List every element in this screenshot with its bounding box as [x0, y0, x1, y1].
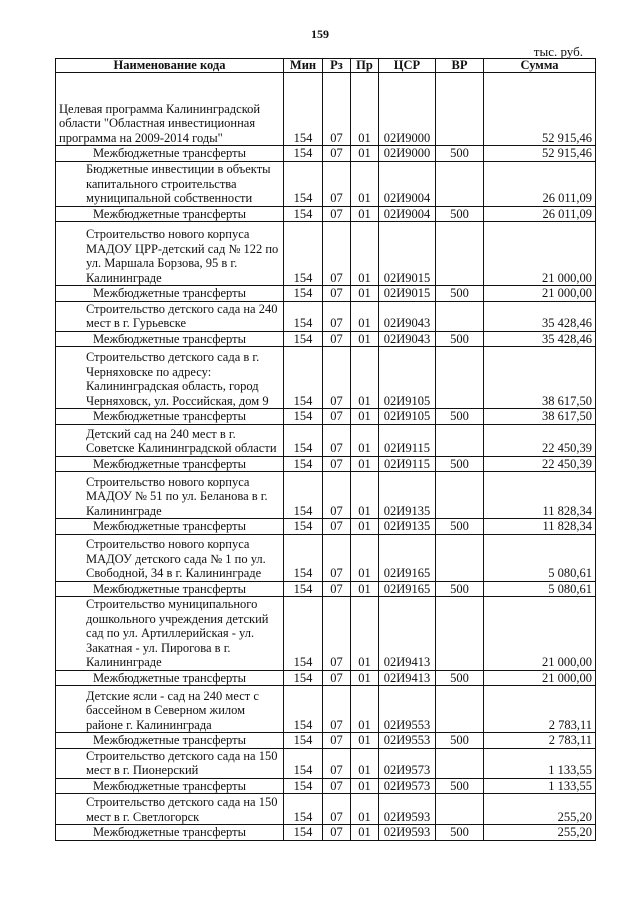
header-sum: Сумма	[484, 59, 596, 73]
cell-sum: 22 450,39	[484, 456, 596, 472]
cell-csr: 02И9004	[379, 206, 436, 222]
cell-rz: 07	[323, 748, 351, 778]
cell-sum: 255,20	[484, 825, 596, 841]
cell-min: 154	[284, 347, 323, 409]
cell-sum: 11 828,34	[484, 472, 596, 519]
cell-name: Детский сад на 240 мест в г. Советске Калининградской области	[56, 424, 284, 456]
cell-min: 154	[284, 409, 323, 425]
cell-min: 154	[284, 519, 323, 535]
cell-min: 154	[284, 286, 323, 302]
cell-rz: 07	[323, 161, 351, 206]
cell-vr: 500	[436, 519, 484, 535]
cell-name: Межбюджетные трансферты	[56, 670, 284, 686]
cell-sum: 5 080,61	[484, 581, 596, 597]
cell-pr: 01	[351, 73, 379, 146]
cell-rz: 07	[323, 733, 351, 749]
table-row	[56, 456, 596, 472]
cell-rz: 07	[323, 73, 351, 146]
cell-rz: 07	[323, 347, 351, 409]
cell-min: 154	[284, 424, 323, 456]
cell-vr: 500	[436, 456, 484, 472]
cell-vr	[436, 794, 484, 825]
cell-sum: 11 828,34	[484, 519, 596, 535]
cell-name: Межбюджетные трансферты	[56, 206, 284, 222]
cell-vr	[436, 222, 484, 286]
cell-csr: 02И9553	[379, 733, 436, 749]
table-row	[56, 409, 596, 425]
cell-pr: 01	[351, 456, 379, 472]
cell-pr: 01	[351, 161, 379, 206]
header-csr: ЦСР	[379, 59, 436, 73]
cell-min: 154	[284, 686, 323, 733]
cell-csr: 02И9593	[379, 825, 436, 841]
cell-sum: 21 000,00	[484, 222, 596, 286]
header-vr: ВР	[436, 59, 484, 73]
cell-csr: 02И9165	[379, 534, 436, 581]
table-row	[56, 331, 596, 347]
table-row	[56, 778, 596, 794]
cell-vr	[436, 424, 484, 456]
cell-rz: 07	[323, 301, 351, 331]
cell-rz: 07	[323, 597, 351, 671]
cell-pr: 01	[351, 472, 379, 519]
cell-csr: 02И9000	[379, 146, 436, 162]
cell-vr	[436, 686, 484, 733]
cell-sum: 2 783,11	[484, 733, 596, 749]
cell-min: 154	[284, 825, 323, 841]
cell-min: 154	[284, 331, 323, 347]
cell-pr: 01	[351, 733, 379, 749]
cell-sum: 35 428,46	[484, 301, 596, 331]
table-row	[56, 206, 596, 222]
cell-sum: 1 133,55	[484, 748, 596, 778]
cell-sum: 21 000,00	[484, 670, 596, 686]
cell-csr: 02И9004	[379, 161, 436, 206]
cell-sum: 35 428,46	[484, 331, 596, 347]
cell-vr: 500	[436, 286, 484, 302]
cell-rz: 07	[323, 222, 351, 286]
table-row	[56, 222, 596, 286]
cell-vr: 500	[436, 778, 484, 794]
cell-sum: 255,20	[484, 794, 596, 825]
cell-csr: 02И9573	[379, 748, 436, 778]
cell-pr: 01	[351, 686, 379, 733]
cell-sum: 22 450,39	[484, 424, 596, 456]
cell-sum: 38 617,50	[484, 409, 596, 425]
table-row	[56, 347, 596, 409]
cell-rz: 07	[323, 206, 351, 222]
cell-name: Строительство нового корпуса МАДОУ детского сада № 1 по ул. Свободной, 34 в г. Калининграде	[56, 534, 284, 581]
cell-min: 154	[284, 301, 323, 331]
cell-name: Межбюджетные трансферты	[56, 409, 284, 425]
cell-name: Целевая программа Калининградской области "Областная инвестиционная программа на 2009-2014 годы"	[56, 73, 284, 146]
cell-min: 154	[284, 472, 323, 519]
table-header-row	[56, 59, 596, 73]
cell-csr: 02И9165	[379, 581, 436, 597]
cell-csr: 02И9115	[379, 424, 436, 456]
cell-rz: 07	[323, 825, 351, 841]
cell-csr: 02И9105	[379, 347, 436, 409]
cell-pr: 01	[351, 670, 379, 686]
cell-name: Межбюджетные трансферты	[56, 778, 284, 794]
cell-vr	[436, 161, 484, 206]
cell-rz: 07	[323, 472, 351, 519]
cell-csr: 02И9043	[379, 301, 436, 331]
cell-sum: 21 000,00	[484, 286, 596, 302]
cell-pr: 01	[351, 581, 379, 597]
cell-rz: 07	[323, 686, 351, 733]
cell-pr: 01	[351, 597, 379, 671]
header-min: Мин	[284, 59, 323, 73]
cell-name: Строительство муниципального дошкольного учреждения детский сад по ул. Артиллерийская - ул. Закатная - ул. Пирогова в г. Калининграде	[56, 597, 284, 671]
cell-csr: 02И9115	[379, 456, 436, 472]
cell-min: 154	[284, 222, 323, 286]
cell-vr	[436, 534, 484, 581]
cell-name: Межбюджетные трансферты	[56, 581, 284, 597]
header-rz: Рз	[323, 59, 351, 73]
cell-min: 154	[284, 778, 323, 794]
cell-csr: 02И9573	[379, 778, 436, 794]
cell-csr: 02И9553	[379, 686, 436, 733]
table-body	[56, 73, 596, 841]
cell-name: Строительство детского сада в г. Черняховске по адресу: Калининградская область, город Черняховск, ул. Российская, дом 9	[56, 347, 284, 409]
cell-pr: 01	[351, 424, 379, 456]
cell-vr	[436, 748, 484, 778]
cell-csr: 02И9135	[379, 519, 436, 535]
cell-name: Межбюджетные трансферты	[56, 733, 284, 749]
cell-name: Межбюджетные трансферты	[56, 519, 284, 535]
cell-csr: 02И9015	[379, 286, 436, 302]
cell-csr: 02И9593	[379, 794, 436, 825]
table-row	[56, 670, 596, 686]
cell-min: 154	[284, 733, 323, 749]
cell-csr: 02И9043	[379, 331, 436, 347]
table-row	[56, 825, 596, 841]
table-row	[56, 748, 596, 778]
cell-name: Строительство детского сада на 150 мест в г. Светлогорск	[56, 794, 284, 825]
cell-vr: 500	[436, 581, 484, 597]
table-row	[56, 73, 596, 146]
cell-name: Строительство нового корпуса МАДОУ ЦРР-детский сад № 122 по ул. Маршала Борзова, 95 в г. Калининграде	[56, 222, 284, 286]
cell-rz: 07	[323, 424, 351, 456]
table-row	[56, 581, 596, 597]
cell-vr	[436, 347, 484, 409]
cell-pr: 01	[351, 286, 379, 302]
cell-csr: 02И9135	[379, 472, 436, 519]
cell-min: 154	[284, 534, 323, 581]
cell-pr: 01	[351, 146, 379, 162]
cell-pr: 01	[351, 778, 379, 794]
cell-min: 154	[284, 161, 323, 206]
table-row	[56, 146, 596, 162]
cell-pr: 01	[351, 347, 379, 409]
cell-min: 154	[284, 597, 323, 671]
table-row	[56, 534, 596, 581]
cell-sum: 5 080,61	[484, 534, 596, 581]
cell-min: 154	[284, 146, 323, 162]
cell-vr: 500	[436, 331, 484, 347]
cell-csr: 02И9413	[379, 670, 436, 686]
cell-rz: 07	[323, 519, 351, 535]
cell-sum: 1 133,55	[484, 778, 596, 794]
cell-vr: 500	[436, 733, 484, 749]
cell-rz: 07	[323, 331, 351, 347]
header-name: Наименование кода	[56, 59, 284, 73]
cell-sum: 52 915,46	[484, 146, 596, 162]
table-row	[56, 733, 596, 749]
cell-vr	[436, 301, 484, 331]
cell-pr: 01	[351, 409, 379, 425]
cell-vr: 500	[436, 825, 484, 841]
cell-vr	[436, 472, 484, 519]
cell-min: 154	[284, 670, 323, 686]
cell-vr	[436, 73, 484, 146]
table-row	[56, 597, 596, 671]
cell-pr: 01	[351, 331, 379, 347]
cell-csr: 02И9015	[379, 222, 436, 286]
table-row	[56, 794, 596, 825]
cell-vr: 500	[436, 206, 484, 222]
cell-name: Межбюджетные трансферты	[56, 146, 284, 162]
cell-rz: 07	[323, 670, 351, 686]
cell-pr: 01	[351, 222, 379, 286]
cell-vr: 500	[436, 409, 484, 425]
cell-name: Строительство детского сада на 240 мест в г. Гурьевске	[56, 301, 284, 331]
cell-name: Межбюджетные трансферты	[56, 456, 284, 472]
cell-csr: 02И9413	[379, 597, 436, 671]
header-pr: Пр	[351, 59, 379, 73]
cell-sum: 2 783,11	[484, 686, 596, 733]
cell-pr: 01	[351, 534, 379, 581]
units-label: тыс. руб.	[533, 44, 583, 59]
table-row	[56, 286, 596, 302]
cell-pr: 01	[351, 206, 379, 222]
budget-table	[55, 58, 596, 841]
cell-vr: 500	[436, 670, 484, 686]
cell-rz: 07	[323, 534, 351, 581]
table-row	[56, 161, 596, 206]
table-row	[56, 686, 596, 733]
cell-name: Межбюджетные трансферты	[56, 825, 284, 841]
cell-rz: 07	[323, 146, 351, 162]
cell-min: 154	[284, 794, 323, 825]
cell-name: Межбюджетные трансферты	[56, 286, 284, 302]
table-row	[56, 424, 596, 456]
cell-min: 154	[284, 456, 323, 472]
cell-rz: 07	[323, 778, 351, 794]
cell-min: 154	[284, 748, 323, 778]
cell-name: Межбюджетные трансферты	[56, 331, 284, 347]
table-row	[56, 472, 596, 519]
cell-sum: 38 617,50	[484, 347, 596, 409]
cell-sum: 52 915,46	[484, 73, 596, 146]
cell-sum: 26 011,09	[484, 206, 596, 222]
cell-vr: 500	[436, 146, 484, 162]
cell-min: 154	[284, 206, 323, 222]
cell-rz: 07	[323, 794, 351, 825]
cell-pr: 01	[351, 301, 379, 331]
cell-rz: 07	[323, 456, 351, 472]
cell-min: 154	[284, 581, 323, 597]
table-row	[56, 519, 596, 535]
cell-sum: 26 011,09	[484, 161, 596, 206]
cell-pr: 01	[351, 825, 379, 841]
cell-sum: 21 000,00	[484, 597, 596, 671]
cell-pr: 01	[351, 748, 379, 778]
cell-vr	[436, 597, 484, 671]
cell-min: 154	[284, 73, 323, 146]
cell-name: Бюджетные инвестиции в объекты капитального строительства муниципальной собственности	[56, 161, 284, 206]
cell-name: Строительство детского сада на 150 мест в г. Пионерский	[56, 748, 284, 778]
cell-rz: 07	[323, 286, 351, 302]
cell-name: Строительство нового корпуса МАДОУ № 51 по ул. Беланова в г. Калининграде	[56, 472, 284, 519]
cell-csr: 02И9105	[379, 409, 436, 425]
cell-pr: 01	[351, 794, 379, 825]
cell-csr: 02И9000	[379, 73, 436, 146]
page-number: 159	[311, 27, 329, 41]
cell-pr: 01	[351, 519, 379, 535]
cell-rz: 07	[323, 581, 351, 597]
cell-rz: 07	[323, 409, 351, 425]
cell-name: Детские ясли - сад на 240 мест с бассейном в Северном жилом районе г. Калининграда	[56, 686, 284, 733]
table-row	[56, 301, 596, 331]
